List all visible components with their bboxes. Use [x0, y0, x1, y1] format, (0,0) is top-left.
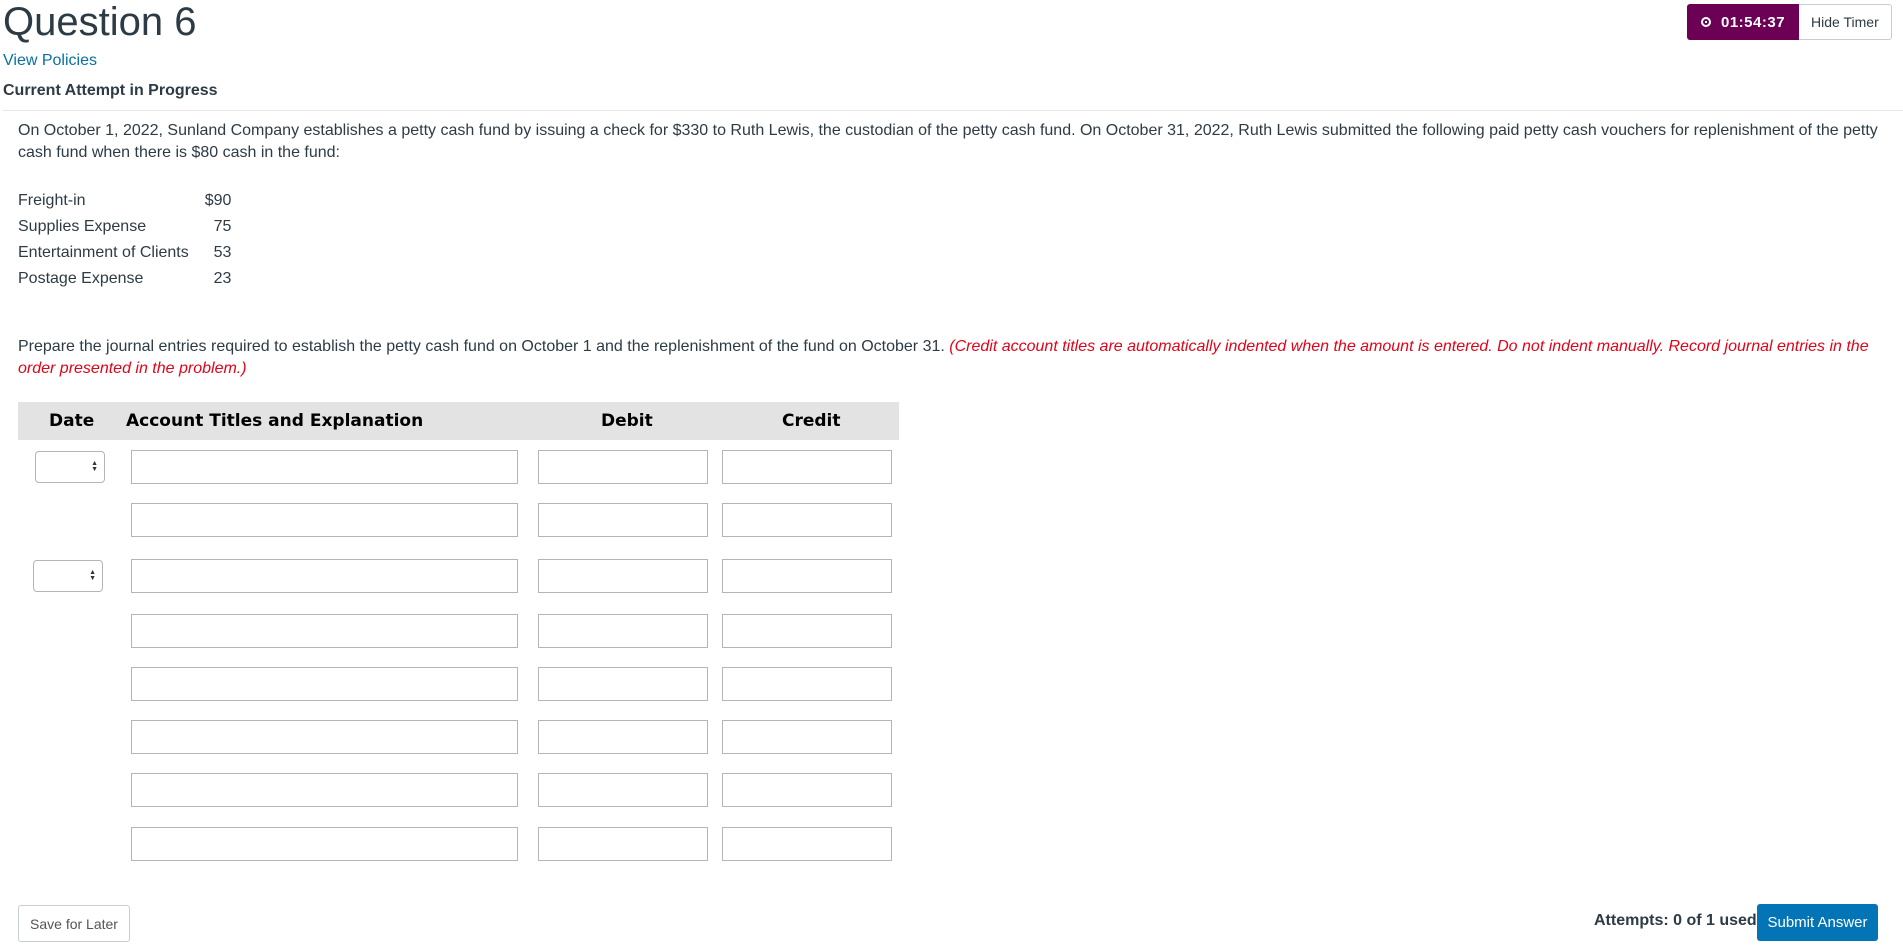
voucher-amount: 23 — [213, 270, 232, 287]
credit-input[interactable] — [722, 773, 892, 807]
timer-display — [1687, 4, 1799, 40]
voucher-amount: 53 — [213, 244, 232, 261]
instruction-note: (Credit account titles are automatically indented when the amount is entered. Do not indent manually. Record journal entries in the order presented in the problem.) — [18, 338, 1869, 377]
attempt-status: Current Attempt in Progress — [3, 82, 218, 99]
save-for-later-button[interactable]: Save for Later — [18, 905, 130, 942]
page-title: Question 6 — [3, 0, 197, 44]
account-input[interactable] — [131, 720, 518, 754]
voucher-amount: 75 — [213, 218, 232, 235]
voucher-label: Postage Expense — [18, 270, 144, 287]
question-intro: On October 1, 2022, Sunland Company establishes a petty cash fund by issuing a check for $330 to Ruth Lewis, the custodian of the petty cash fund. On October 31, 2022, Ruth Lewis submitted the following paid petty cash vouchers for replenishment of the petty cash fund when there is $80 cash in the fund: — [18, 122, 1878, 161]
account-input[interactable] — [131, 773, 518, 807]
credit-input[interactable] — [722, 720, 892, 754]
voucher-amount: $90 — [204, 192, 232, 209]
voucher-label: Supplies Expense — [18, 218, 147, 235]
account-input[interactable] — [131, 503, 518, 537]
credit-input[interactable] — [722, 559, 892, 593]
submit-answer-button[interactable]: Submit Answer — [1757, 904, 1878, 941]
clock-icon — [1701, 17, 1711, 27]
journal-header — [18, 402, 899, 440]
credit-input[interactable] — [722, 827, 892, 861]
view-policies-link[interactable]: View Policies — [3, 52, 97, 69]
debit-input[interactable] — [538, 614, 708, 648]
debit-input[interactable] — [538, 667, 708, 701]
timer-value: 01:54:37 — [1721, 13, 1786, 31]
voucher-row — [18, 266, 231, 292]
date-select-entry-1[interactable] — [35, 451, 105, 483]
account-input[interactable] — [131, 450, 518, 484]
debit-input[interactable] — [538, 450, 708, 484]
credit-input[interactable] — [722, 614, 892, 648]
voucher-label: Entertainment of Clients — [18, 244, 189, 261]
select-arrows-icon: ▲ ▼ — [91, 460, 98, 473]
hide-timer-button[interactable]: Hide Timer — [1799, 4, 1892, 40]
column-header-credit: Credit — [782, 411, 841, 431]
column-header-date: Date — [49, 411, 95, 431]
voucher-row — [18, 188, 231, 214]
date-select-entry-2[interactable] — [33, 560, 103, 592]
column-header-account: Account Titles and Explanation — [126, 411, 424, 431]
credit-input[interactable] — [722, 503, 892, 537]
voucher-label: Freight-in — [18, 192, 86, 209]
debit-input[interactable] — [538, 827, 708, 861]
account-input[interactable] — [131, 559, 518, 593]
column-header-debit: Debit — [601, 411, 653, 431]
account-input[interactable] — [131, 667, 518, 701]
debit-input[interactable] — [538, 773, 708, 807]
credit-input[interactable] — [722, 450, 892, 484]
debit-input[interactable] — [538, 559, 708, 593]
voucher-row — [18, 214, 231, 240]
voucher-table — [18, 188, 231, 292]
account-input[interactable] — [131, 827, 518, 861]
instruction-text — [18, 336, 1878, 380]
debit-input[interactable] — [538, 720, 708, 754]
header-divider — [3, 110, 1903, 111]
instruction-main: Prepare the journal entries required to establish the petty cash fund on October 1 and the replenishment of the fund on October 31. — [18, 338, 945, 355]
attempts-counter: Attempts: 0 of 1 used — [1594, 912, 1757, 929]
select-arrows-icon: ▲ ▼ — [89, 569, 96, 582]
account-input[interactable] — [131, 614, 518, 648]
voucher-row — [18, 240, 231, 266]
timer-bar — [1687, 4, 1892, 40]
credit-input[interactable] — [722, 667, 892, 701]
debit-input[interactable] — [538, 503, 708, 537]
